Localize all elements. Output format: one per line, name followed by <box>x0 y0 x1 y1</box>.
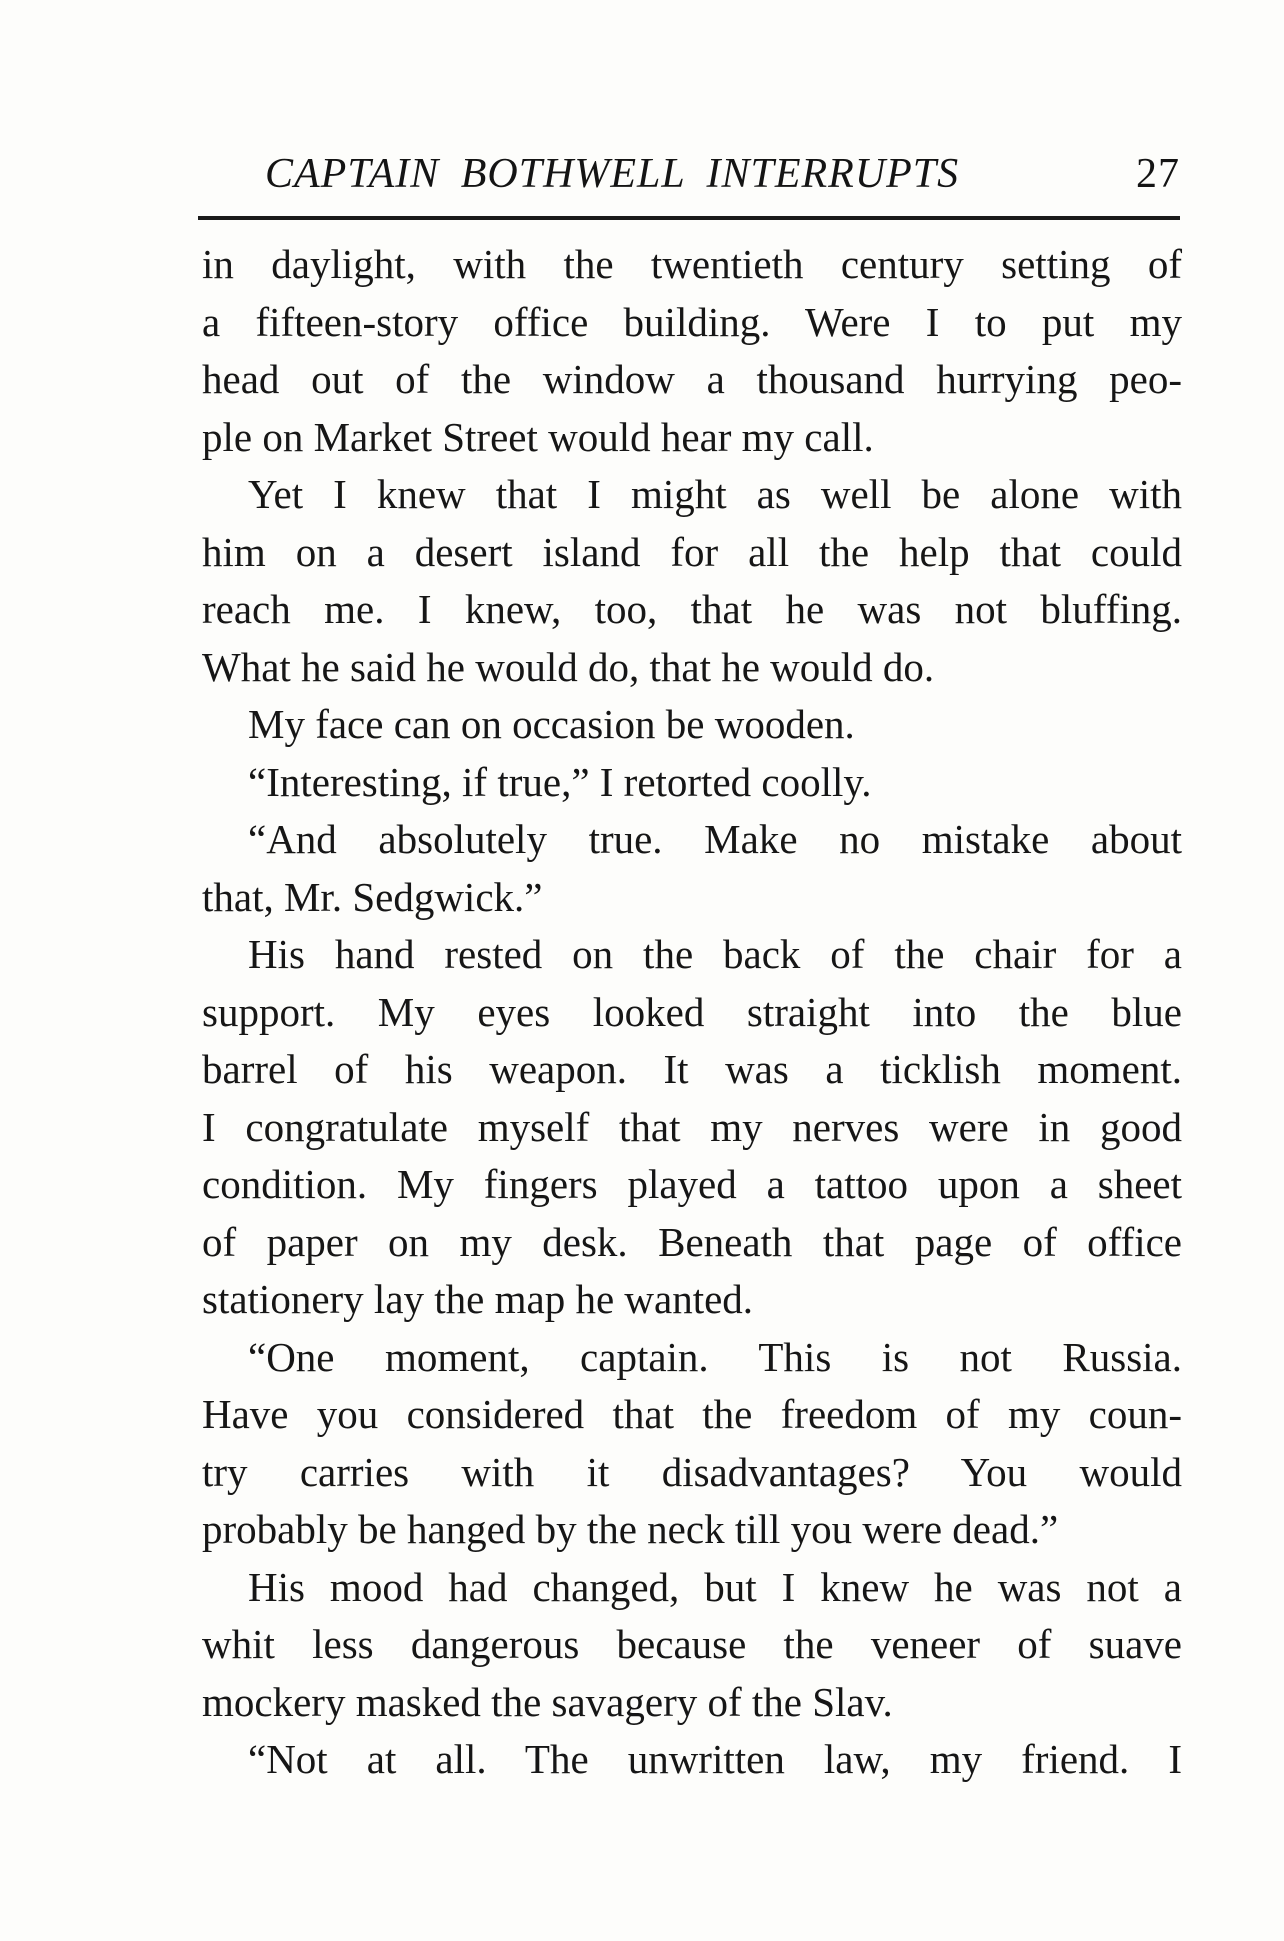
text-line: My face can on occasion be wooden. <box>248 701 855 747</box>
text-line: ple on Market Street would hear my call. <box>202 413 874 460</box>
text-line: reach me. I knew, too, that he was not bluffing. <box>202 586 1182 632</box>
text-line: him on a desert island for all the help that could <box>202 528 1182 575</box>
text-line: “Interesting, if true,” I retorted coolly. <box>248 758 872 805</box>
text-line: stationery lay the map he wanted. <box>202 1276 754 1322</box>
text-line: What he said he would do, that he would do. <box>202 643 935 690</box>
text-line: try carries with it disadvantages? You would <box>202 1448 1182 1495</box>
text-line: whit less dangerous because the veneer of suave <box>202 1621 1182 1667</box>
text-line: Have you considered that the freedom of my coun- <box>202 1391 1182 1437</box>
text-line: head out of the window a thousand hurrying peo- <box>202 356 1182 402</box>
text-line: I congratulate myself that my nerves were in good <box>202 1103 1182 1150</box>
text-line: that, Mr. Sedgwick.” <box>202 873 543 920</box>
text-line: His hand rested on the back of the chair for a <box>248 931 1182 977</box>
text-line: probably be hanged by the neck till you were dead.” <box>202 1506 1059 1552</box>
text-line: a fifteen-story office building. Were I to put my <box>202 298 1182 345</box>
text-line: condition. My fingers played a tattoo upon a sheet <box>202 1161 1182 1207</box>
header-rule <box>198 216 1180 220</box>
text-line: Yet I knew that I might as well be alone with <box>248 471 1182 517</box>
text-line: in daylight, with the twentieth century setting of <box>202 241 1182 287</box>
text-line: “And absolutely true. Make no mistake about <box>248 816 1182 862</box>
page-number: 27 <box>1136 151 1180 197</box>
text-line: “Not at all. The unwritten law, my friend. I <box>248 1736 1182 1782</box>
text-line: barrel of his weapon. It was a ticklish moment. <box>202 1046 1182 1092</box>
body-text <box>202 236 1182 1789</box>
text-line: His mood had changed, but I knew he was not a <box>248 1563 1182 1610</box>
text-line: support. My eyes looked straight into the blue <box>202 988 1182 1035</box>
text-line: “One moment, captain. This is not Russia. <box>248 1333 1182 1380</box>
chapter-title: CAPTAIN BOTHWELL INTERRUPTS <box>265 151 960 197</box>
running-head <box>245 150 1180 210</box>
text-line: of paper on my desk. Beneath that page of office <box>202 1218 1182 1265</box>
text-line: mockery masked the savagery of the Slav. <box>202 1678 893 1725</box>
